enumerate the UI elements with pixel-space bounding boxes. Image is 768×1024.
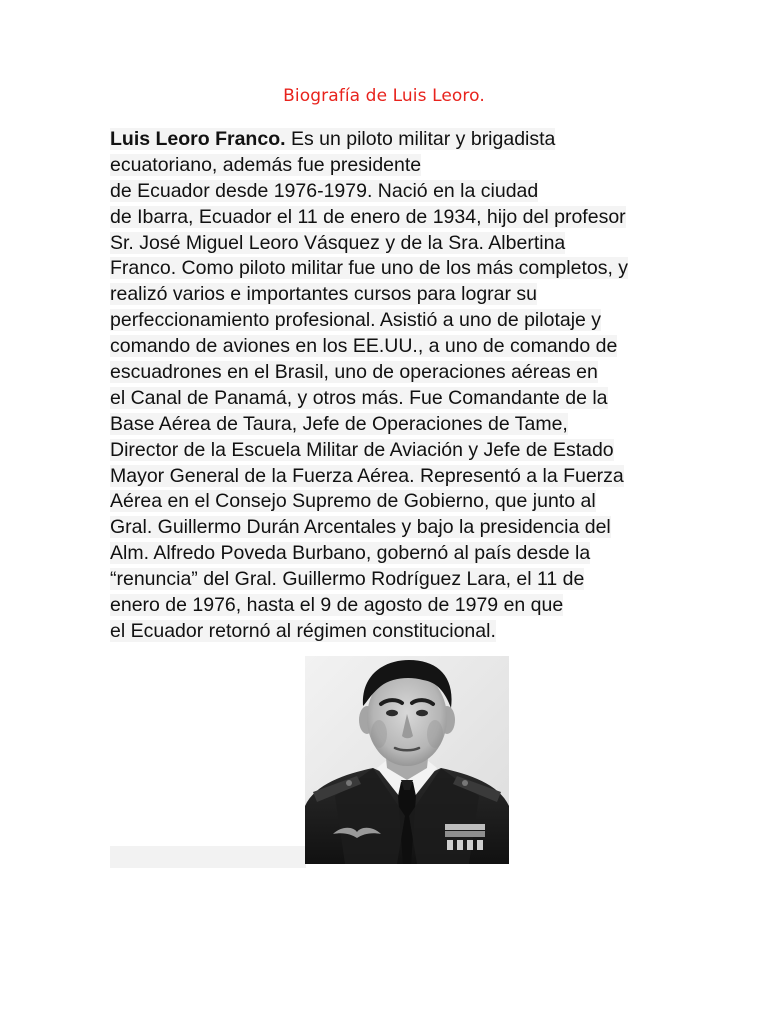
text-line	[110, 179, 670, 205]
text-line	[110, 567, 670, 593]
text-fragment: ecuatoriano, además fue presidente	[110, 153, 422, 176]
text-line	[110, 308, 670, 334]
text-line	[110, 464, 670, 490]
text-line	[110, 256, 670, 282]
text-fragment: escuadrones en el Brasil, uno de operaciones aéreas en	[110, 361, 598, 384]
text-fragment: el Canal de Panamá, y otros más. Fue Comandante de la	[110, 386, 608, 409]
text-line	[110, 541, 670, 567]
text-line	[110, 412, 670, 438]
text-fragment: Sr. José Miguel Leoro Vásquez y de la Sra. Albertina	[110, 231, 566, 254]
text-fragment: Franco. Como piloto militar fue uno de los más completos, y	[110, 257, 629, 280]
text-line	[110, 231, 670, 257]
text-fragment: enero de 1976, hasta el 9 de agosto de 1979 en que	[110, 594, 564, 617]
text-line	[110, 593, 670, 619]
text-line	[110, 438, 670, 464]
text-line	[110, 205, 670, 231]
portrait-photo	[305, 656, 509, 864]
text-fragment: Aérea en el Consejo Supremo de Gobierno, que junto al	[110, 490, 596, 513]
text-fragment: comando de aviones en los EE.UU., a uno de comando de	[110, 335, 618, 358]
text-line	[110, 515, 670, 541]
text-fragment: de Ibarra, Ecuador el 11 de enero de 1934, hijo del profesor	[110, 205, 626, 228]
page-title: Biografía de Luis Leoro.	[283, 86, 485, 106]
text-line	[110, 127, 670, 153]
text-fragment: Mayor General de la Fuerza Aérea. Representó a la Fuerza	[110, 464, 624, 487]
text-line	[110, 282, 670, 308]
text-fragment: Gral. Guillermo Durán Arcentales y bajo la presidencia del	[110, 516, 611, 539]
text-line	[110, 153, 670, 179]
photo-area	[110, 656, 510, 864]
text-line	[110, 489, 670, 515]
biography-text	[110, 127, 670, 645]
text-fragment: realizó varios e importantes cursos para lograr su	[110, 283, 538, 306]
text-fragment: Alm. Alfredo Poveda Burbano, gobernó al país desde la	[110, 542, 591, 565]
text-line	[110, 386, 670, 412]
text-fragment: “renuncia” del Gral. Guillermo Rodríguez Lara, el 11 de	[110, 568, 585, 591]
text-line	[110, 360, 670, 386]
text-fragment: perfeccionamiento profesional. Asistió a uno de pilotaje y	[110, 309, 602, 332]
text-fragment: de Ecuador desde 1976-1979. Nació en la ciudad	[110, 179, 539, 202]
text-line	[110, 334, 670, 360]
text-line	[110, 619, 670, 645]
text-fragment: Director de la Escuela Militar de Aviación y Jefe de Estado	[110, 438, 614, 461]
text-fragment: Es un piloto militar y brigadista	[285, 128, 556, 150]
text-fragment: el Ecuador retornó al régimen constitucional.	[110, 619, 496, 642]
photo-shadow-band	[110, 846, 306, 868]
subject-name: Luis Leoro Franco.	[110, 128, 286, 150]
text-fragment: Base Aérea de Taura, Jefe de Operaciones de Tame,	[110, 412, 568, 435]
